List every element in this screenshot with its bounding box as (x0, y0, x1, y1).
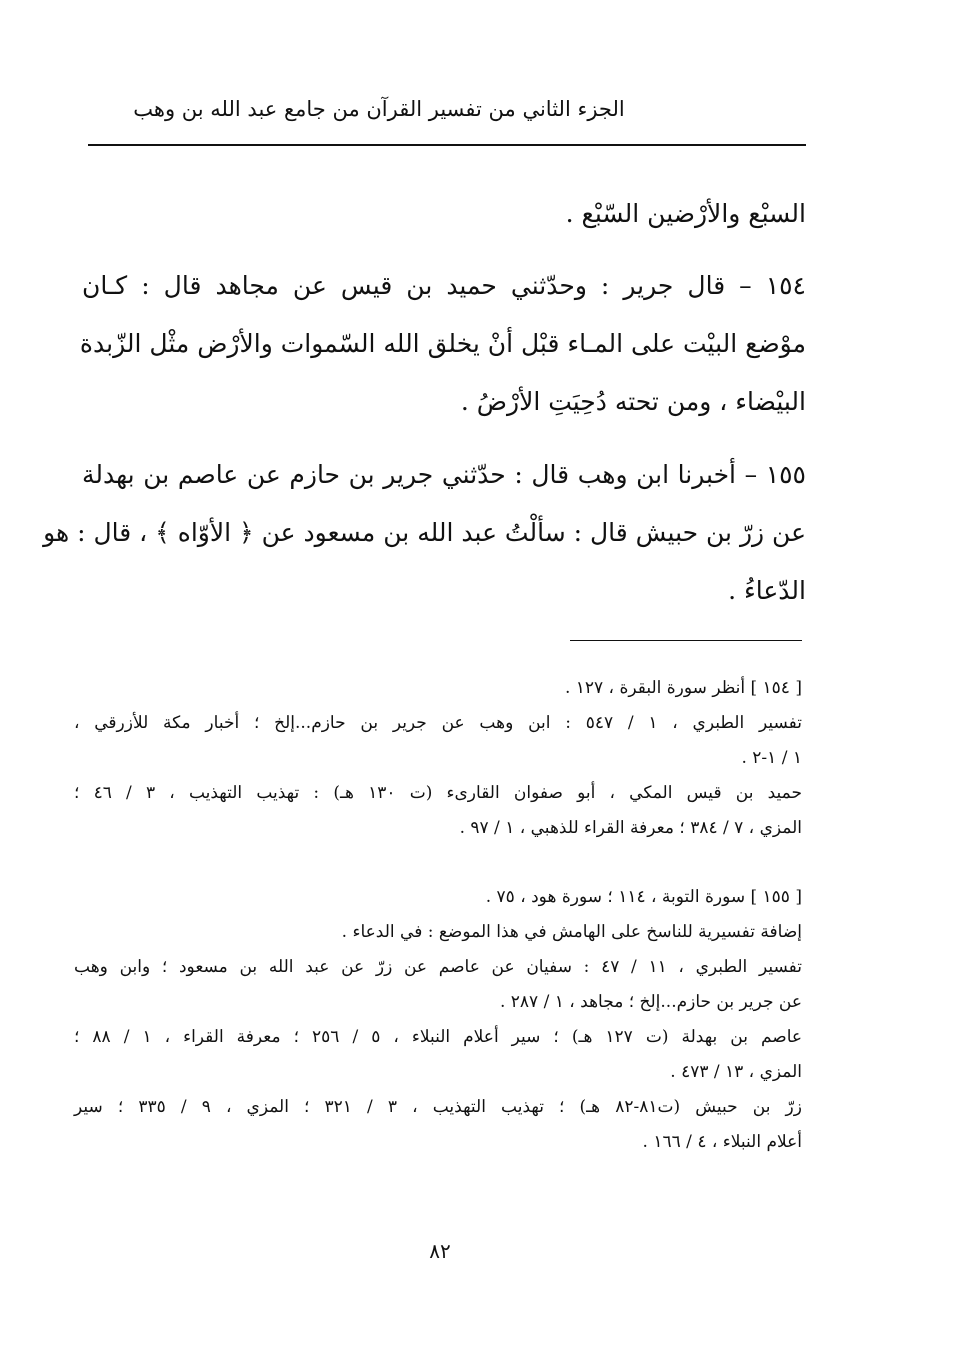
footnote-line: إضافة تفسيرية للناسخ على الهامش في هذا الموضع : في الدعاء . (341, 922, 802, 942)
continuation-text (82, 185, 806, 243)
entry-154-line: ١٥٤ – قال جرير : وحدّثني حميد بن قيس عن مجاهد قال : كـان (82, 271, 806, 300)
running-header: الجزء الثاني من تفسير القرآن من جامع عبد الله بن وهب (133, 97, 625, 121)
footnote-line: حميد بن قيس المكي ، أبو صفوان القارىء (ت ١٣٠ هـ) : تهذيب التهذيب ، ٣ / ٤٦ ؛ (74, 783, 802, 803)
footnote-154 (74, 671, 802, 846)
footnote-line: تفسير الطبري ، ١١ / ٤٧ : سفيان عن عاصم عن زرّ عن عبد الله بن مسعود ؛ وابن وهب (74, 957, 802, 977)
footnote-line: تفسير الطبري ، ١ / ٥٤٧ : ابن وهب عن جرير بن حازم...إلخ ؛ أخبار مكة للأزرقي ، (74, 713, 802, 733)
footnote-line: المزي ، ١٣ / ٤٧٣ . (670, 1062, 802, 1082)
continuation-line: السبْع والأرْضين السّبْع . (565, 199, 806, 228)
entry-155-line: الدّعاءُ . (728, 576, 806, 605)
entry-155-line: ١٥٥ – أخبرنا ابن وهب قال : حدّثني جرير بن حازم عن عاصم بن بهدلة (82, 460, 806, 489)
entry-154 (79, 257, 806, 431)
footnote-line: [ ١٥٥ ] سورة التوبة ، ١١٤ ؛ سورة هود ، ٧٥ . (485, 887, 802, 907)
footnote-line: المزي ، ٧ / ٣٨٤ ؛ معرفة القراء للذهبي ، ١ / ٩٧ . (459, 818, 802, 838)
entry-154-line: موْضع البيْت على المـاء قبْل أنْ يخلق الله السّموات والأرْض مثْل الزّبدة (79, 329, 806, 358)
footnote-line: عن جرير بن حازم...إلخ ؛ مجاهد ، ١ / ٢٨٧ . (499, 992, 802, 1012)
entry-155 (43, 446, 806, 620)
footnote-line: زرّ بن حبيش (ت٨١-٨٢ هـ) ؛ تهذيب التهذيب ، ٣ / ٣٢١ ؛ المزي ، ٩ / ٣٣٥ ؛ سير (74, 1097, 802, 1117)
footnote-line: أعلام النبلاء ، ٤ / ١٦٦ . (642, 1132, 802, 1152)
footnote-line: ١ / ١-٢ . (741, 748, 802, 768)
page-number: ٨٢ (429, 1239, 451, 1263)
footnote-155 (74, 880, 802, 1160)
entry-154-line: البيْضاء ، ومن تحته دُحِيَتِ الأرْضُ . (460, 387, 806, 416)
footnote-rule (570, 640, 802, 641)
entry-155-line: عن زرّ بن حبيش قال : سألْتُ عبد الله بن مسعود عن ﴿ الأوّاه ﴾ ، قال : هو (43, 518, 806, 547)
footnote-line: [ ١٥٤ ] أنظر سورة البقرة ، ١٢٧ . (564, 678, 802, 698)
footnote-line: عاصم بن بهدلة (ت ١٢٧ هـ) ؛ سير أعلام النبلاء ، ٥ / ٢٥٦ ؛ معرفة القراء ، ١ / ٨٨ ؛ (74, 1027, 803, 1047)
header-rule (88, 144, 806, 146)
